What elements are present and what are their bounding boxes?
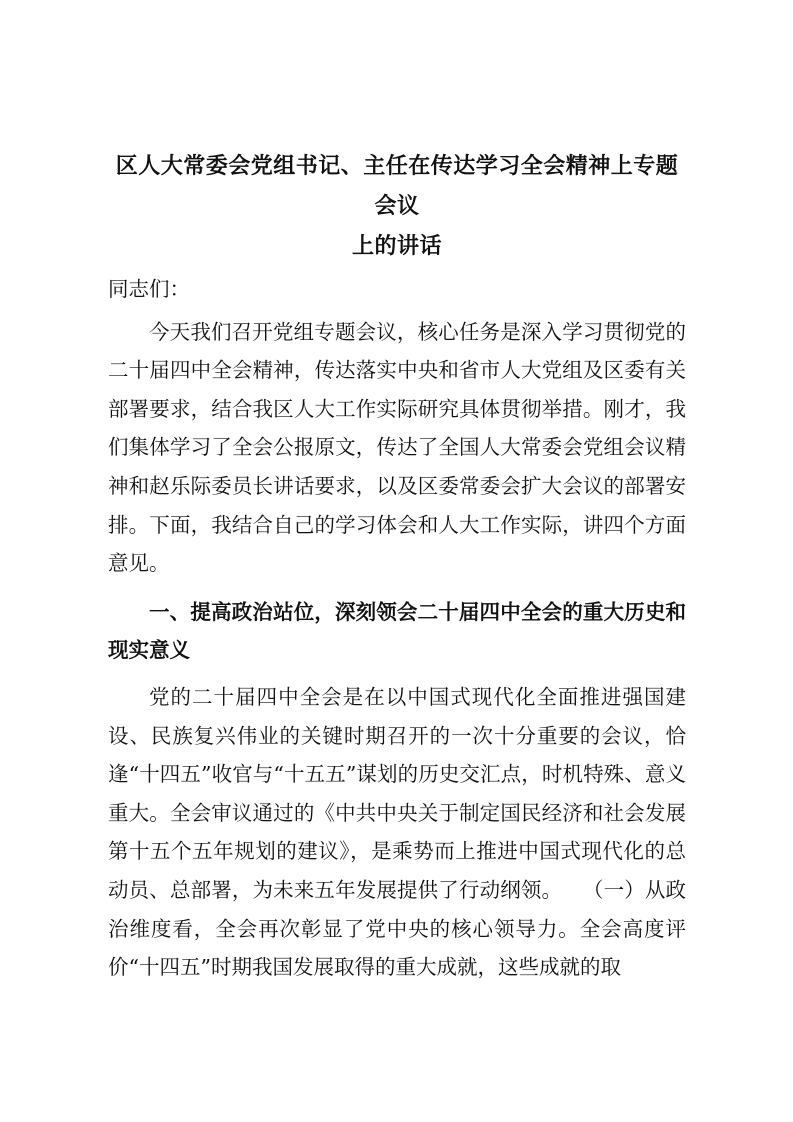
- intro-paragraph: 今天我们召开党组专题会议，核心任务是深入学习贯彻党的二十届四中全会精神，传达落实中央和省市人大党组及区委有关部署要求，结合我区人大工作实际研究具体贯彻举措。刚才，我们集体学习了全会公报原文，传达了全国人大常委会党组会议精神和赵乐际委员长讲话要求，以及区委常委会扩大会议的部署安排。下面，我结合自己的学习体会和人大工作实际，讲四个方面意见。: [108, 319, 686, 576]
- title-line-1: 区人大常委会党组书记、主任在传达学习全会精神上专题会议: [115, 153, 679, 219]
- document-title: [108, 146, 686, 266]
- section-heading-1: 一、提高政治站位，深刻领会二十届四中全会的重大历史和现实意义: [108, 599, 686, 663]
- title-line-2: 上的讲话: [351, 233, 442, 259]
- salutation: 同志们：: [108, 277, 190, 301]
- document-page: [108, 146, 686, 987]
- body-paragraph-1: 党的二十届四中全会是在以中国式现代化全面推进强国建设、民族复兴伟业的关键时期召开的一次十分重要的会议，恰逢“十四五”收官与“十五五”谋划的历史交汇点，时机特殊、意义重大。全会审议通过的《中共中央关于制定国民经济和社会发展第十五个五年规划的建议》，是乘势而上推进中国式现代化的总动员、总部署，为未来五年发展提供了行动纲领。 （一）从政治维度看，全会再次彰显了党中央的核心领导力。全会高度评价“十四五”时期我国发展取得的重大成就，这些成就的取: [108, 684, 686, 980]
